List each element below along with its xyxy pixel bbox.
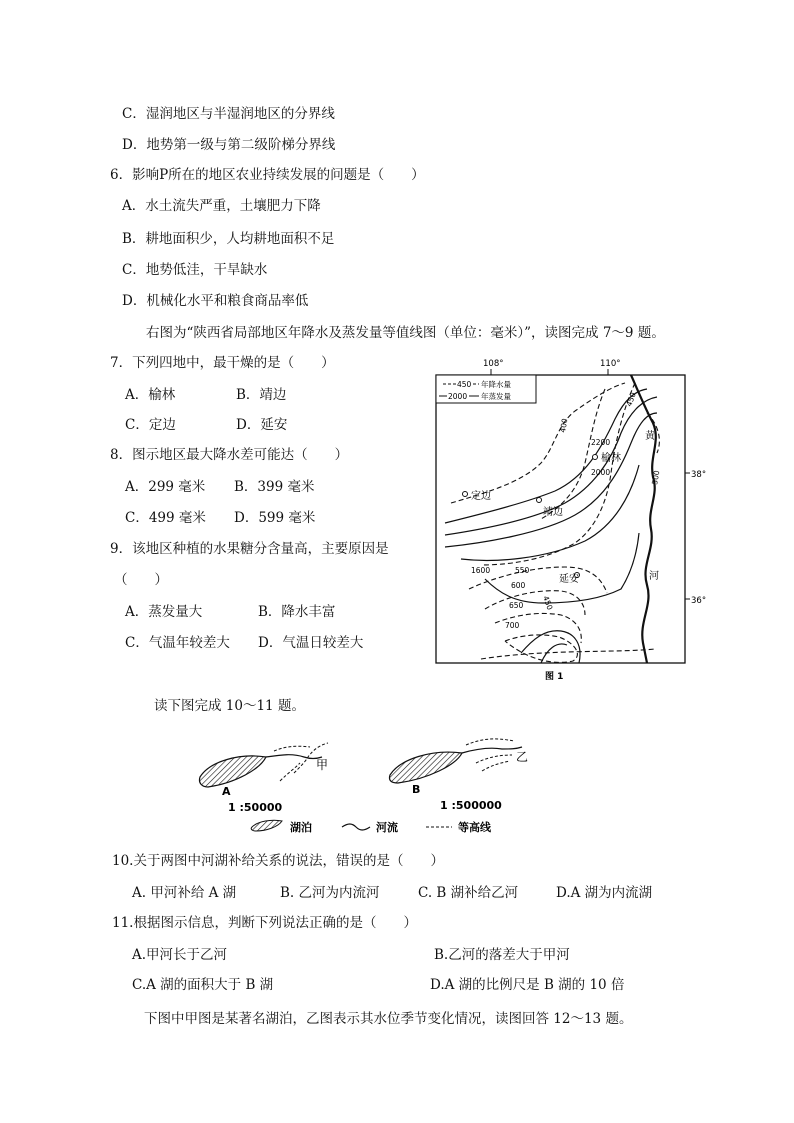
q9-option-c: C．气温年较差大 — [125, 635, 230, 651]
river-char-he: 河 — [649, 571, 659, 582]
q6-option-a: A．水土流失严重，土壤肥力下降 — [122, 198, 321, 214]
legend-rain-label: 年降水量 — [481, 380, 511, 389]
legend-river: 河流 — [376, 821, 398, 834]
river-yi-line — [462, 747, 522, 753]
iso-label-600: 600 — [511, 581, 526, 590]
q11-option-b: B.乙河的落差大于甲河 — [434, 947, 570, 963]
iso-label-400: 400 — [558, 417, 570, 434]
iso-label-450: 450 — [624, 391, 638, 408]
river-jia-line — [266, 755, 322, 759]
lat-36-label: 36° — [691, 596, 707, 606]
isoline-evap-inner2 — [541, 644, 567, 663]
legend-contour: 等高线 — [458, 821, 491, 834]
lon-108-label: 108° — [483, 359, 504, 369]
legend-rain-value: 450 — [457, 380, 472, 389]
q6-option-d: D．机械化水平和粮食商品率低 — [122, 293, 309, 309]
iso-label-450b: 450 — [541, 594, 555, 612]
legend-evap-value: 2000 — [448, 392, 468, 401]
q9-option-a: A．蒸发量大 — [125, 604, 203, 620]
iso-label-2000: 2000 — [591, 468, 611, 477]
lon-110-label: 110° — [600, 359, 621, 369]
q8-option-c: C．499 毫米 — [125, 510, 206, 526]
legend-evap-label: 年蒸发量 — [481, 392, 511, 401]
q7-stem: 7．下列四地中，最干燥的是（ ） — [110, 355, 335, 371]
intro-12-13: 下图中甲图是某著名湖泊，乙图表示其水位季节变化情况，读图回答 12～13 题。 — [144, 1011, 633, 1027]
q11-option-d: D.A 湖的比例尺是 B 湖的 10 倍 — [430, 977, 625, 993]
q10-stem: 10.关于两图中河湖补给关系的说法，错误的是（ ） — [112, 853, 444, 869]
label-yi: 乙 — [516, 750, 529, 764]
q9-option-b: B．降水丰富 — [258, 604, 336, 620]
q9-stem: 9．该地区种植的水果糖分含量高，主要原因是 — [110, 541, 389, 557]
intro-10-11: 读下图完成 10～11 题。 — [154, 698, 305, 714]
iso-label-700: 700 — [505, 621, 520, 630]
q10-option-d: D.A 湖为内流湖 — [556, 885, 653, 901]
lake-a-shape — [199, 756, 266, 787]
isoline-rain-south — [481, 649, 655, 659]
iso-label-550: 550 — [515, 566, 530, 575]
city-jingbian: 靖边 — [543, 507, 563, 518]
isoline-evap-1600 — [485, 533, 639, 603]
map1-caption: 图 1 — [545, 672, 564, 682]
legend-lake: 湖泊 — [290, 821, 312, 834]
isoline-evap-2000b — [445, 413, 657, 547]
yellow-river-line — [631, 375, 656, 663]
shaanxi-isoline-map — [425, 353, 707, 688]
q6-stem: 6．影响P所在的地区农业持续发展的问题是（ ） — [110, 167, 425, 183]
lake-river-diagram — [200, 735, 560, 840]
q7-option-d: D．延安 — [236, 417, 288, 433]
label-b: B — [412, 783, 421, 796]
q10-option-c: C. B 湖补给乙河 — [418, 885, 519, 901]
label-jia: 甲 — [316, 758, 329, 772]
city-yanan: 延安 — [559, 574, 579, 585]
q9-paren: （ ） — [114, 572, 168, 588]
q11-stem: 11.根据图示信息，判断下列说法正确的是（ ） — [112, 915, 417, 931]
q11-option-c: C.A 湖的面积大于 B 湖 — [132, 977, 274, 993]
river-char-huang: 黄 — [645, 431, 655, 442]
legend-lake-symbol — [251, 820, 282, 831]
iso-label-500: 500 — [650, 469, 662, 486]
iso-label-1600: 1600 — [471, 566, 491, 575]
q8-option-a: A．299 毫米 — [125, 479, 206, 495]
q5-option-c: C．湿润地区与半湿润地区的分界线 — [122, 106, 335, 122]
iso-label-2200: 2200 — [591, 438, 611, 447]
intro-7-9: 右图为“陕西省局部地区年降水及蒸发量等值线图（单位：毫米）”，读图完成 7～9 题。 — [146, 325, 665, 341]
label-a: A — [222, 785, 231, 798]
iso-label-650: 650 — [509, 601, 524, 610]
lat-38-label: 38° — [691, 470, 707, 480]
q6-option-b: B．耕地面积少，人均耕地面积不足 — [122, 231, 335, 247]
q7-option-c: C．定边 — [125, 417, 176, 433]
legend-river-symbol — [342, 824, 370, 830]
q5-option-d: D．地势第一级与第二级阶梯分界线 — [122, 137, 336, 153]
scale-a: 1 :50000 — [228, 801, 283, 814]
q10-option-b: B. 乙河为内流河 — [280, 885, 380, 901]
scale-b: 1 :500000 — [440, 799, 502, 812]
isoline-rain-700 — [505, 635, 577, 662]
q8-option-d: D．599 毫米 — [234, 510, 316, 526]
city-yulin: 榆林 — [601, 453, 621, 464]
q6-option-c: C．地势低洼，干旱缺水 — [122, 262, 268, 278]
q7-option-a: A．榆林 — [125, 387, 176, 403]
city-dingbian: 定边 — [471, 491, 491, 502]
q8-option-b: B．399 毫米 — [234, 479, 315, 495]
q11-option-a: A.甲河长于乙河 — [132, 947, 228, 963]
q10-option-a: A. 甲河补给 A 湖 — [132, 885, 237, 901]
lake-b-shape — [389, 752, 462, 783]
q8-stem: 8．图示地区最大降水差可能达（ ） — [110, 447, 349, 463]
q9-option-d: D．气温日较差大 — [258, 635, 364, 651]
q7-option-b: B．靖边 — [236, 387, 287, 403]
